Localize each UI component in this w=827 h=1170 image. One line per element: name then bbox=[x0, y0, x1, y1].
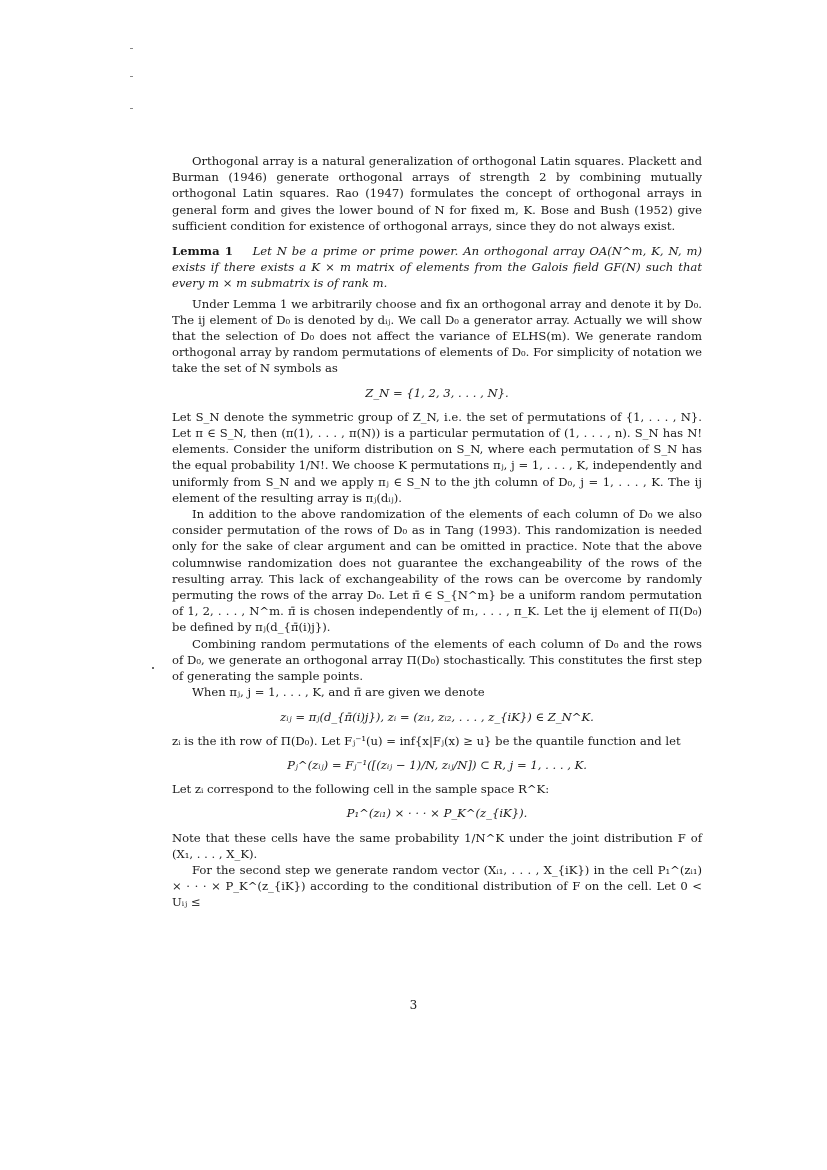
equation-zn: Z_N = {1, 2, 3, . . . , N}. bbox=[365, 385, 509, 400]
body-text bbox=[172, 153, 702, 911]
margin-dot bbox=[152, 667, 154, 669]
lemma-1 bbox=[172, 243, 702, 292]
paragraph-cell: Let zᵢ correspond to the following cell in the sample space R^K: bbox=[172, 782, 550, 797]
paragraph-orthogonal-array-intro: Orthogonal array is a natural generalization of orthogonal Latin squares. Plackett and Burman (1946) generate orthogonal arrays of strength 2 by combining mutually orthogonal Latin squares. Rao (1947) formulates the concept of orthogonal arrays in general form and gives the lower bound of N for fixed m, K. Bose and Bush (1952) give sufficient condition for existence of orthogonal arrays, since they do not always exist. bbox=[172, 154, 702, 233]
paragraph-when-given: When πⱼ, j = 1, . . . , K, and π̄ are given we denote bbox=[192, 685, 485, 700]
paragraph-row-permutation: In addition to the above randomization of the elements of each column of D₀ we also consider permutation of the rows of D₀ as in Tang (1993). This randomization is needed only for the sake of clear argument and can be omitted in practice. Note that the above columnwise randomization does not guarantee the exchangeability of the rows of the resulting array. This lack of exchangeability of the rows can be overcome by randomly permuting the rows of the array D₀. Let π̄ ∈ S_{N^m} be a uniform random permutation of 1, 2, . . . , N^m. π̄ is chosen independently of π₁, . . . , π_K. Let the ij element of Π(D₀) be defined by πⱼ(d_{π̄(i)j}). bbox=[172, 507, 702, 635]
margin-mark bbox=[130, 76, 133, 77]
page-number: 3 bbox=[409, 998, 418, 1012]
paragraph-generator-array: Under Lemma 1 we arbitrarily choose and fix an orthogonal array and denote it by D₀. The ij element of D₀ is denoted by dᵢⱼ. We call D₀ a generator array. Actually we will show that the selection of D₀ does not affect the variance of ELHS(m). We generate random orthogonal array by random permutations of elements of D₀. For simplicity of notation we take the set of N symbols as bbox=[172, 296, 702, 376]
equation-zij: zᵢⱼ = πⱼ(d_{π̄(i)j}), zᵢ = (zᵢ₁, zᵢ₂, . . . , z_{iK}) ∈ Z_N^K. bbox=[280, 709, 594, 724]
paragraph-combining: Combining random permutations of the elements of each column of D₀ and the rows of D₀, we generate an orthogonal array Π(D₀) stochastically. This constitutes the first step of generating the sample points. bbox=[172, 636, 702, 684]
margin-mark bbox=[130, 48, 133, 49]
paragraph-symmetric-group: Let S_N denote the symmetric group of Z_N, i.e. the set of permutations of {1, . . . , N}. Let π ∈ S_N, then (π(1), . . . , π(N)) is a particular permutation of (1, . . . , n). S_N has N! elements. Consider the uniform distribution on S_N, where each permutation of S_N has the equal probability 1/N!. We choose K permutations πⱼ, j = 1, . . . , K, independently and uniformly from S_N and we apply πⱼ ∈ S_N to the jth column of D₀, j = 1, . . . , K. The ij element of the resulting array is πⱼ(dᵢⱼ). bbox=[172, 409, 702, 505]
lemma-title: Lemma 1 bbox=[172, 244, 233, 259]
paragraph-second-step: For the second step we generate random vector (Xᵢ₁, . . . , X_{iK}) in the cell P₁^(zᵢ₁) × · · · × P_K^(z_{iK}) according to the conditional distribution of F on the cell. Let 0 < Uᵢⱼ ≤ bbox=[172, 862, 702, 910]
equation-pj: Pⱼ^(zᵢⱼ) = Fⱼ⁻¹([(zᵢⱼ − 1)/N, zᵢⱼ/N]) ⊂ R, j = 1, . . . , K. bbox=[287, 757, 587, 772]
lemma-statement: Let N be a prime or prime power. An orthogonal array OA(N^m, K, N, m) exists if there exists a K × m matrix of elements from the Galois field GF(N) such that every m × m submatrix is of rank m. bbox=[172, 244, 703, 291]
margin-mark bbox=[130, 108, 133, 109]
paragraph-probability: Note that these cells have the same probability 1/N^K under the joint distribution F of (X₁, . . . , X_K). bbox=[172, 830, 702, 861]
equation-cell-product: P₁^(zᵢ₁) × · · · × P_K^(z_{iK}). bbox=[346, 806, 528, 821]
paragraph-quantile: zᵢ is the ith row of Π(D₀). Let Fⱼ⁻¹(u) = inf{x|Fⱼ(x) ≥ u} be the quantile function and let bbox=[172, 733, 681, 748]
